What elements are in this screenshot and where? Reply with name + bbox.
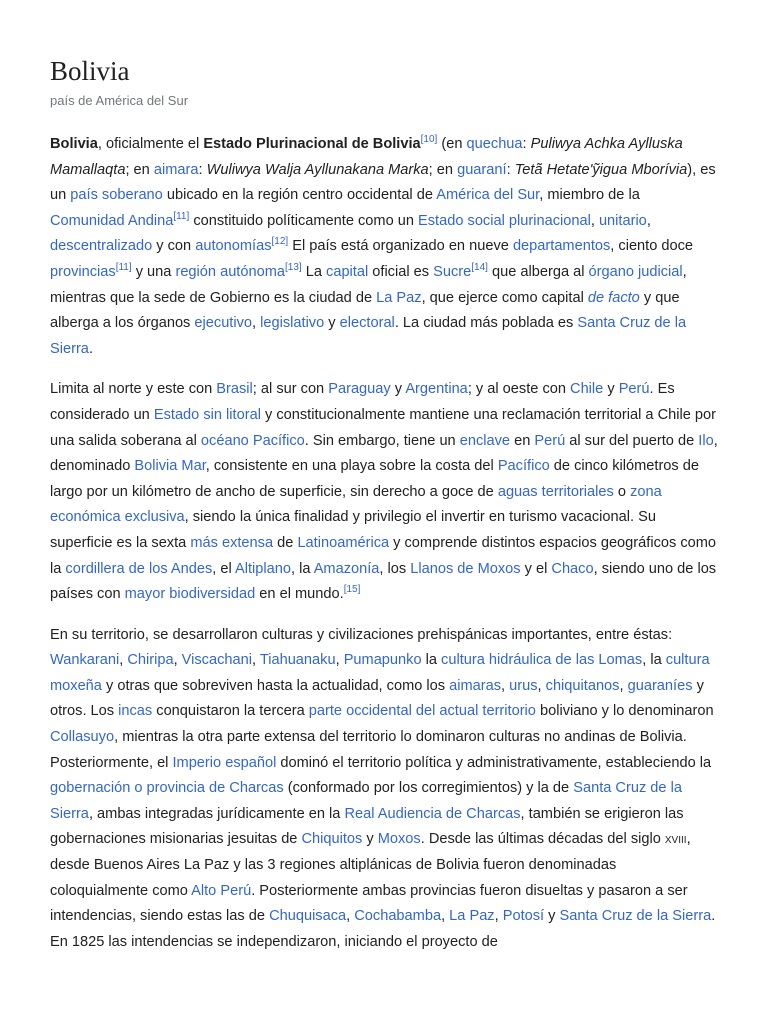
link-mas-extensa[interactable]: más extensa bbox=[190, 534, 274, 551]
link-legislativo[interactable]: legislativo bbox=[260, 315, 325, 332]
text: : bbox=[522, 136, 531, 152]
link-autonomias[interactable]: autonomías bbox=[195, 238, 272, 255]
text: constituido políticamente como un bbox=[189, 212, 419, 229]
link-gobernacion-charcas[interactable]: gobernación o provincia de Charcas bbox=[50, 780, 284, 797]
text: , desde Buenos Aires La Paz y las 3 regiones altiplánicas de Bolivia fueron denominadas coloquialmente como bbox=[50, 831, 691, 899]
text: y con bbox=[152, 238, 196, 255]
bold-term: Bolivia bbox=[50, 136, 98, 152]
link-tiahuanaku[interactable]: Tiahuanaku bbox=[259, 652, 336, 669]
link-viscachani[interactable]: Viscachani bbox=[181, 652, 252, 669]
link-provincias[interactable]: provincias bbox=[50, 263, 116, 280]
text: , bbox=[346, 908, 355, 925]
link-urus[interactable]: urus bbox=[509, 677, 538, 694]
text: , ciento doce bbox=[610, 238, 694, 255]
text: dominó el territorio política y administrativamente, estableciendo la bbox=[276, 754, 712, 771]
link-region-autonoma[interactable]: región autónoma bbox=[175, 263, 285, 280]
link-estado-sin-litoral[interactable]: Estado sin litoral bbox=[153, 406, 261, 423]
link-electoral[interactable]: electoral bbox=[339, 315, 395, 332]
text: ; en bbox=[428, 161, 458, 178]
link-llanos-de-moxos[interactable]: Llanos de Moxos bbox=[410, 560, 521, 577]
text: y bbox=[362, 831, 378, 848]
reference-link[interactable]: [10] bbox=[420, 134, 438, 145]
text: , bbox=[252, 315, 261, 332]
reference-link[interactable]: [11] bbox=[115, 261, 132, 273]
text: conquistaron la tercera bbox=[152, 703, 309, 720]
text: , los bbox=[379, 560, 411, 577]
text: , siendo uno de los países con bbox=[50, 560, 717, 603]
link-chiripa[interactable]: Chiripa bbox=[127, 652, 174, 669]
link-la-paz[interactable]: La Paz bbox=[449, 908, 495, 925]
text: , el bbox=[212, 560, 235, 577]
reference-link[interactable]: [13] bbox=[285, 261, 302, 273]
link-santa-cruz-de-la-sierra[interactable]: Santa Cruz de la Sierra bbox=[50, 780, 682, 822]
text: El país está organizado en nueve bbox=[288, 238, 513, 255]
text: ), es un bbox=[50, 161, 716, 204]
link-guaranies[interactable]: guaraníes bbox=[627, 677, 693, 694]
link-mayor-biodiversidad[interactable]: mayor biodiversidad bbox=[124, 586, 256, 603]
link-la-paz[interactable]: La Paz bbox=[376, 289, 422, 306]
reference-link[interactable]: [11] bbox=[173, 210, 190, 222]
link-altiplano[interactable]: Altiplano bbox=[234, 560, 291, 577]
link-pacifico[interactable]: Pacífico bbox=[497, 458, 550, 475]
text: oficial es bbox=[368, 263, 434, 280]
link-aguas-territoriales[interactable]: aguas territoriales bbox=[497, 483, 614, 500]
text: y que alberga a los órganos bbox=[50, 289, 680, 332]
paragraph-geography bbox=[50, 377, 718, 607]
link-estado-social[interactable]: Estado social plurinacional bbox=[418, 212, 591, 229]
link-unitario[interactable]: unitario bbox=[598, 212, 647, 229]
link-ejecutivo[interactable]: ejecutivo bbox=[194, 315, 253, 332]
text: , bbox=[173, 652, 182, 669]
text: . La ciudad más poblada es bbox=[394, 315, 578, 332]
link-chaco[interactable]: Chaco bbox=[551, 560, 594, 577]
link-quechua[interactable]: quechua bbox=[466, 136, 523, 152]
text: y bbox=[324, 315, 340, 332]
link-cochabamba[interactable]: Cochabamba bbox=[354, 908, 442, 925]
link-america-del-sur[interactable]: América del Sur bbox=[436, 187, 540, 204]
text: , bbox=[646, 212, 651, 229]
text: , bbox=[619, 677, 628, 694]
text: y bbox=[544, 908, 560, 925]
text: , bbox=[501, 677, 510, 694]
text: , mientras que la sede de Gobierno es la ciudad de bbox=[50, 263, 687, 306]
text: y el bbox=[520, 560, 552, 577]
text: . Sin embargo, tiene un bbox=[304, 432, 460, 449]
link-incas[interactable]: incas bbox=[118, 703, 153, 720]
link-parte-occidental[interactable]: parte occidental del actual territorio bbox=[308, 703, 536, 720]
link-chile[interactable]: Chile bbox=[570, 381, 604, 398]
text: , la bbox=[642, 652, 666, 669]
link-zona-economica-exclusiva[interactable]: zona económica exclusiva bbox=[50, 483, 662, 526]
text: , bbox=[537, 677, 546, 694]
link-collasuyo[interactable]: Collasuyo bbox=[50, 729, 115, 746]
text: de cinco kilómetros de largo por un kilómetro de ancho de superficie, sin derecho a goce de bbox=[50, 458, 700, 500]
bold-term: Estado Plurinacional de Bolivia bbox=[203, 136, 421, 152]
link-comunidad-andina[interactable]: Comunidad Andina bbox=[50, 212, 174, 229]
link-imperio-espanol[interactable]: Imperio español bbox=[172, 754, 277, 771]
text: y otras que sobreviven hasta la actualidad, como los bbox=[101, 677, 450, 694]
italic-text: Wuliwya Walja Ayllunakana Marka bbox=[206, 161, 429, 178]
link-departamentos[interactable]: departamentos bbox=[512, 238, 611, 255]
link-aimaras[interactable]: aimaras bbox=[449, 677, 502, 694]
text: de bbox=[273, 534, 298, 551]
italic-text: Puliwya Achka Aylluska Mamallaqta bbox=[50, 136, 683, 178]
text: que alberga al bbox=[487, 263, 589, 280]
text: , bbox=[441, 908, 450, 925]
link-wankarani[interactable]: Wankarani bbox=[50, 652, 120, 669]
text: ; al sur con bbox=[252, 381, 329, 398]
text: (conformado por los corregimientos) y la de bbox=[283, 780, 574, 797]
link-amazonia[interactable]: Amazonía bbox=[313, 560, 380, 577]
link-bolivia-mar[interactable]: Bolivia Mar bbox=[134, 458, 206, 475]
text: y una bbox=[131, 263, 176, 280]
text: , ambas integradas jurídicamente en la bbox=[88, 805, 345, 822]
text: y bbox=[390, 381, 406, 398]
link-chiquitanos[interactable]: chiquitanos bbox=[545, 677, 620, 694]
text: . Posteriormente ambas provincias fueron disueltas y pasaron a ser intendencias, siendo estas las de bbox=[50, 882, 688, 925]
text: , también se erigieron las gobernaciones misionarias jesuitas de bbox=[50, 805, 684, 848]
italic-link-text: de facto bbox=[587, 289, 640, 306]
text: , que ejerce como capital bbox=[421, 289, 588, 306]
text: y constitucionalmente mantiene una reclamación territorial a Chile por una salida soberana al bbox=[50, 406, 717, 449]
text: , bbox=[251, 652, 260, 669]
reference-link[interactable]: [12] bbox=[271, 236, 289, 248]
link-moxos[interactable]: Moxos bbox=[377, 831, 421, 848]
text: , mientras la otra parte extensa del territorio lo dominaron culturas no andinas de Bolivia. Posteriormente, el bbox=[50, 729, 687, 771]
text: . Desde las últimas décadas del siglo bbox=[420, 831, 665, 848]
text: y comprende distintos espacios geográficos como la bbox=[50, 534, 717, 577]
text: en el mundo. bbox=[255, 586, 344, 603]
text: , oficialmente el bbox=[97, 136, 204, 152]
text: , bbox=[494, 908, 503, 925]
text: La bbox=[301, 263, 327, 280]
text: en bbox=[510, 432, 535, 449]
paragraph-intro bbox=[50, 132, 718, 362]
reference-link[interactable]: [15] bbox=[343, 584, 361, 596]
link-capital[interactable]: capital bbox=[326, 263, 369, 280]
text: (en bbox=[437, 136, 467, 152]
text: boliviano y lo denominaron bbox=[535, 703, 714, 720]
text: , miembro de la bbox=[539, 187, 640, 204]
link-aimara[interactable]: aimara bbox=[153, 161, 199, 178]
page-title: Bolivia bbox=[50, 56, 130, 86]
text: al sur del puerto de bbox=[565, 432, 699, 449]
link-chiquitos[interactable]: Chiquitos bbox=[301, 831, 363, 848]
link-cordillera-de-los-andes[interactable]: cordillera de los Andes bbox=[65, 560, 213, 577]
link-peru[interactable]: Perú bbox=[618, 381, 650, 398]
link-alto-peru[interactable]: Alto Perú bbox=[191, 882, 252, 899]
text: : bbox=[506, 161, 515, 178]
italic-text: Tetã Hetate'ỹigua Mborívia bbox=[514, 161, 688, 178]
text: : bbox=[198, 161, 207, 178]
link-de-facto[interactable] bbox=[588, 290, 640, 306]
link-guarani[interactable]: guaraní bbox=[457, 161, 507, 178]
text: ubicado en la región centro occidental de bbox=[162, 187, 437, 204]
link-paraguay[interactable]: Paraguay bbox=[328, 381, 391, 398]
page-subtitle: país de América del Sur bbox=[50, 93, 189, 108]
link-latinoamerica[interactable]: Latinoamérica bbox=[297, 534, 390, 551]
link-pais-soberano[interactable]: país soberano bbox=[70, 187, 163, 204]
link-cultura-moxena[interactable]: cultura moxeña bbox=[50, 652, 710, 694]
reference-link[interactable]: [14] bbox=[471, 261, 488, 273]
link-sucre[interactable]: Sucre bbox=[433, 263, 472, 280]
century-numeral: xviii bbox=[664, 831, 687, 848]
link-santa-cruz-de-la-sierra[interactable]: Santa Cruz de la Sierra bbox=[559, 908, 712, 925]
link-enclave[interactable]: enclave bbox=[459, 432, 511, 449]
text: o bbox=[613, 483, 631, 500]
text: , siendo la única finalidad y privilegio el invertir en turismo vacacional. Su superficie es la sexta bbox=[50, 509, 656, 551]
link-cultura-hidraulica[interactable]: cultura hidráulica de las Lomas bbox=[441, 652, 643, 669]
link-santa-cruz-de-la-sierra[interactable]: Santa Cruz de la Sierra bbox=[50, 315, 687, 357]
link-organo-judicial[interactable]: órgano judicial bbox=[588, 263, 683, 280]
link-ilo[interactable]: Ilo bbox=[698, 432, 714, 449]
text: . En 1825 las intendencias se independizaron, iniciando el proyecto de bbox=[50, 908, 716, 950]
text: , denominado bbox=[50, 432, 718, 475]
link-brasil[interactable]: Brasil bbox=[216, 381, 253, 398]
text: . bbox=[88, 340, 93, 357]
text: , bbox=[590, 212, 599, 229]
text: , bbox=[335, 652, 344, 669]
link-potosi[interactable]: Potosí bbox=[502, 908, 545, 925]
link-pumapunko[interactable]: Pumapunko bbox=[343, 652, 422, 669]
link-real-audiencia[interactable]: Real Audiencia de Charcas bbox=[344, 805, 521, 822]
text: . Es considerado un bbox=[50, 381, 675, 423]
text: y otros. Los bbox=[50, 677, 704, 720]
text: , la bbox=[290, 560, 314, 577]
paragraph-history bbox=[50, 623, 718, 956]
text: ; y al oeste con bbox=[467, 381, 571, 398]
link-descentralizado[interactable]: descentralizado bbox=[50, 238, 153, 255]
link-argentina[interactable]: Argentina bbox=[405, 381, 468, 398]
text: y bbox=[603, 381, 619, 398]
text: la bbox=[421, 652, 442, 669]
text: , consistente en una playa sobre la costa del bbox=[205, 458, 498, 475]
link-peru[interactable]: Perú bbox=[534, 432, 566, 449]
text: , bbox=[119, 652, 128, 669]
link-chuquisaca[interactable]: Chuquisaca bbox=[269, 908, 347, 925]
text: En su territorio, se desarrollaron culturas y civilizaciones prehispánicas importantes, entre éstas: bbox=[50, 626, 673, 643]
text: ; en bbox=[125, 161, 154, 178]
link-oceano-pacifico[interactable]: océano Pacífico bbox=[200, 432, 305, 449]
text: Limita al norte y este con bbox=[50, 381, 217, 398]
